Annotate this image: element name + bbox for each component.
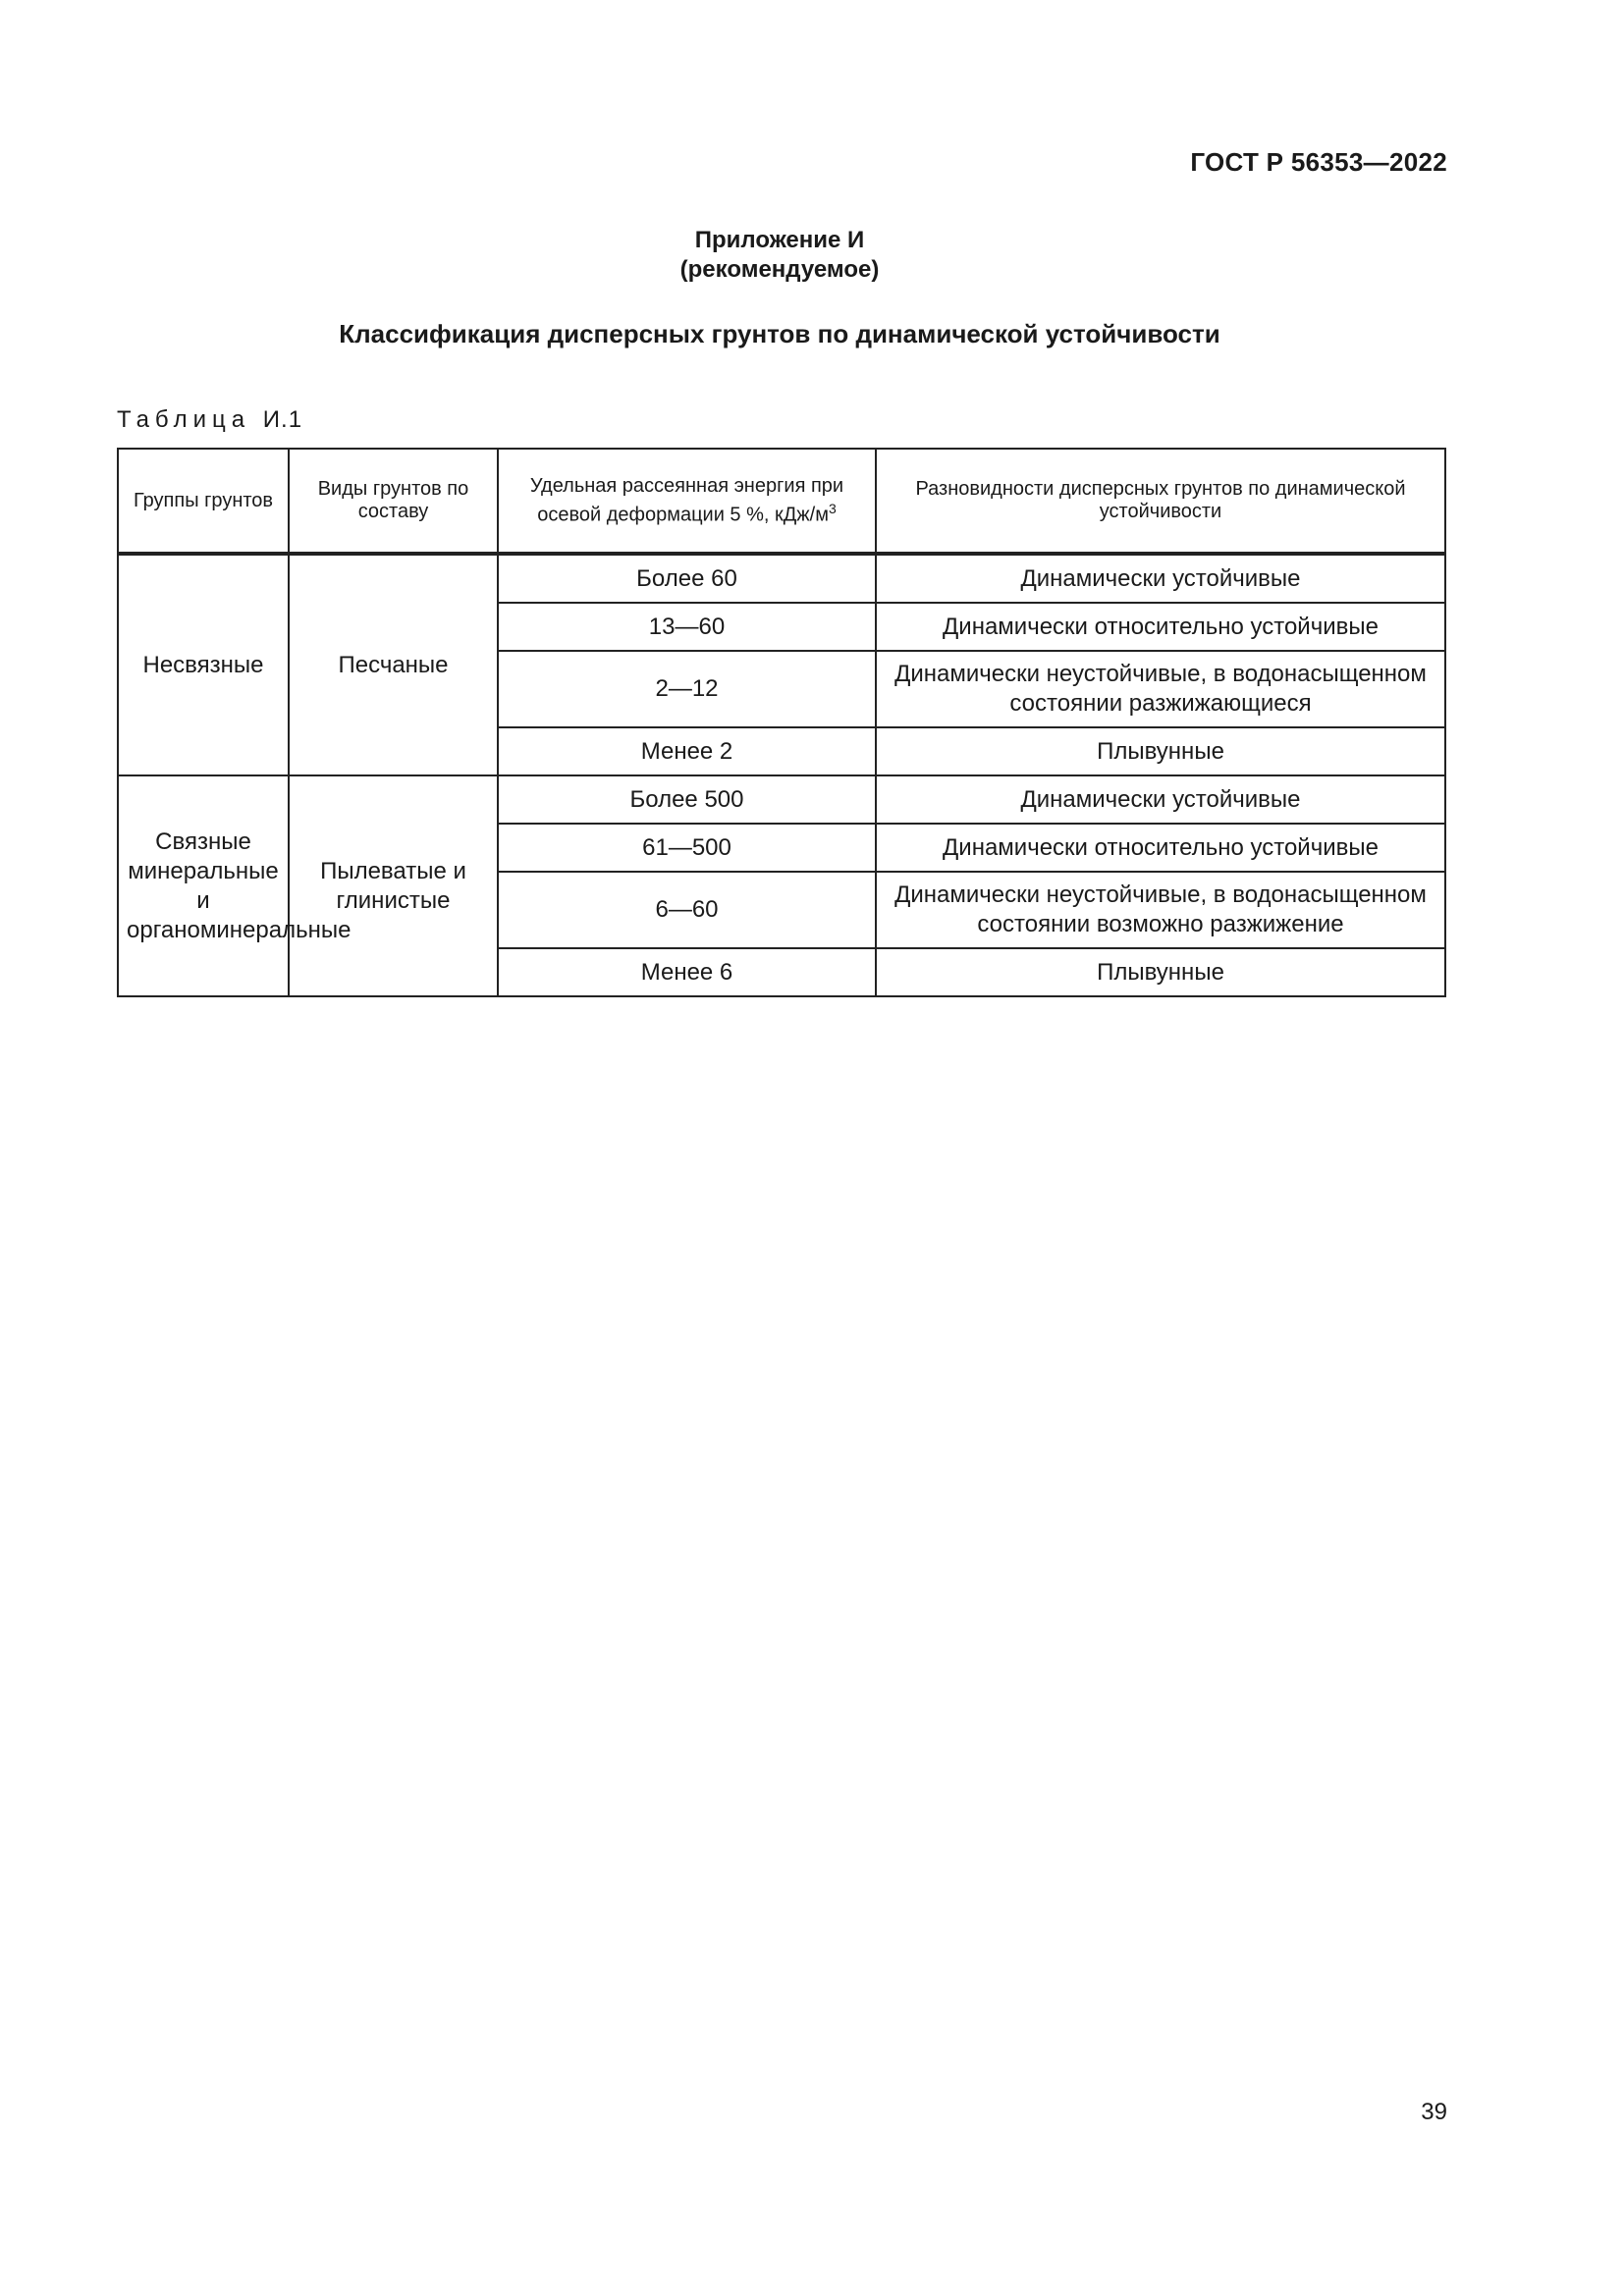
cell-energy: 2—12 [498, 651, 876, 727]
cell-variety: Динамически устойчивые [876, 775, 1445, 824]
header-unit-superscript: 3 [828, 500, 837, 516]
table-caption-label: Таблица [117, 406, 251, 433]
table-header-row [118, 449, 1445, 554]
appendix-status: (рекомендуемое) [679, 256, 880, 283]
cell-energy: Более 500 [498, 775, 876, 824]
header-soil-groups: Группы грунтов [118, 449, 289, 554]
cell-energy: Более 60 [498, 554, 876, 603]
header-dissipated-energy-text: Удельная рассеянная энергия при осевой деформации 5 %, кДж/м [529, 474, 844, 526]
table-row [118, 775, 1445, 824]
page-number: 39 [1421, 2099, 1447, 2125]
document-code: ГОСТ Р 56353—2022 [1190, 147, 1447, 177]
cell-kind-sandy: Песчаные [289, 554, 498, 775]
table-row [118, 554, 1445, 603]
cell-variety: Динамически неустойчивые, в водонасыщенном состоянии возможно разжижение [876, 872, 1445, 948]
header-soil-kinds: Виды грунтов по составу [289, 449, 498, 554]
appendix-title: Приложение И [694, 227, 865, 253]
cell-energy: Менее 2 [498, 727, 876, 775]
cell-variety: Динамически устойчивые [876, 554, 1445, 603]
appendix-heading [0, 226, 1559, 285]
cell-variety: Динамически неустойчивые, в водонасыщенном состоянии разжижающиеся [876, 651, 1445, 727]
cell-energy: 13—60 [498, 603, 876, 651]
table-caption [117, 406, 302, 434]
cell-energy: 6—60 [498, 872, 876, 948]
table-caption-number: И.1 [262, 406, 303, 433]
header-soil-varieties: Разновидности дисперсных грунтов по динамической устойчивости [876, 449, 1445, 554]
cell-variety: Динамически относительно устойчивые [876, 603, 1445, 651]
cell-group-cohesive: Связные минеральные и органоминеральные [118, 775, 289, 996]
cell-kind-silty-clay: Пылеватые и глинистые [289, 775, 498, 996]
cell-energy: 61—500 [498, 824, 876, 872]
cell-energy: Менее 6 [498, 948, 876, 996]
cell-variety: Плывунные [876, 727, 1445, 775]
cell-group-noncohesive: Несвязные [118, 554, 289, 775]
cell-variety: Динамически относительно устойчивые [876, 824, 1445, 872]
header-dissipated-energy [498, 449, 876, 554]
page-title: Классификация дисперсных грунтов по динамической устойчивости [339, 319, 1220, 348]
cell-variety: Плывунные [876, 948, 1445, 996]
soil-classification-table [117, 448, 1446, 997]
